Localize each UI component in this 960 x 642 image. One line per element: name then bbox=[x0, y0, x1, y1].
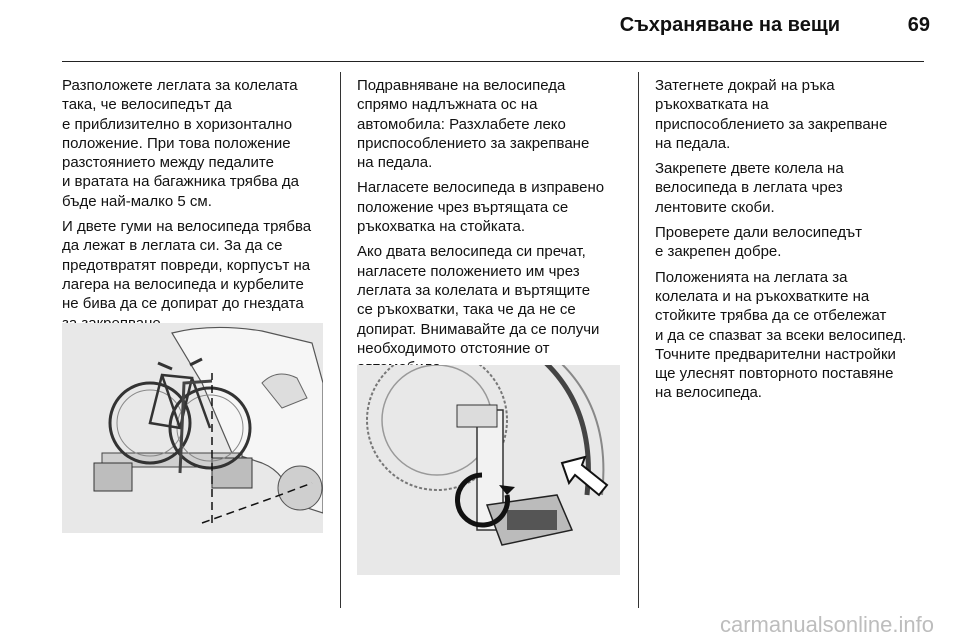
text-column-1 bbox=[62, 76, 324, 339]
column-divider bbox=[638, 72, 639, 608]
page-number: 69 bbox=[907, 14, 930, 36]
paragraph: Закрепете двете колела на велосипеда в леглата чрез лентовите скоби. bbox=[655, 160, 844, 216]
paragraph: И двете гуми на велосипеда трябва да лежат в леглата си. За да се предотвратят повреди, корпусът на лагера на велосипеда и курбелите не бива да се допират до гнездата bbox=[62, 218, 312, 313]
paragraph: Затегнете докрай на ръка ръкохватката на приспособлението за закрепване на педала. bbox=[655, 77, 888, 152]
column-divider bbox=[340, 72, 341, 608]
paragraph: Нагласете велосипеда в изправено положение чрез въртящата се ръкохватка на стойката. bbox=[357, 179, 605, 236]
text-column-3 bbox=[655, 76, 930, 409]
header-divider bbox=[62, 61, 924, 62]
watermark: carmanualsonline.info bbox=[719, 612, 934, 637]
text-column-2 bbox=[357, 76, 629, 383]
paragraph: Положенията на леглата за колелата и на ръкохватките на стойките трябва да се отбележат и да се спазват за всеки велосипед. Точните предварителни настройки ще улеснят повторното поставяне на велосипеда. bbox=[655, 268, 907, 402]
paragraph: Проверете дали велосипедът е закрепен добре. bbox=[655, 224, 862, 261]
bicycle-carrier-illustration bbox=[62, 323, 323, 533]
pedal-fastener-illustration bbox=[357, 365, 620, 575]
paragraph: Подравняване на велосипеда спрямо надлъжната ос на автомобила: Разхлабете леко приспособлението за закрепване на педала. bbox=[357, 77, 590, 172]
paragraph: Разположете леглата за колелата така, че велосипедът да е приблизително в хоризонтално положение. При това положение разстоянието между педалите и вратата на багажника трябва да бъде най-малко 5 см. bbox=[62, 77, 299, 210]
paragraph: Ако двата велосипеда си пречат, нагласете положението им чрез леглата за колелата и въртящите се ръкохватки, така че да не се допират. Внимавайте да се получи необходимото отстояние от bbox=[357, 243, 600, 357]
page-title: Съхраняване на вещи bbox=[619, 14, 840, 36]
